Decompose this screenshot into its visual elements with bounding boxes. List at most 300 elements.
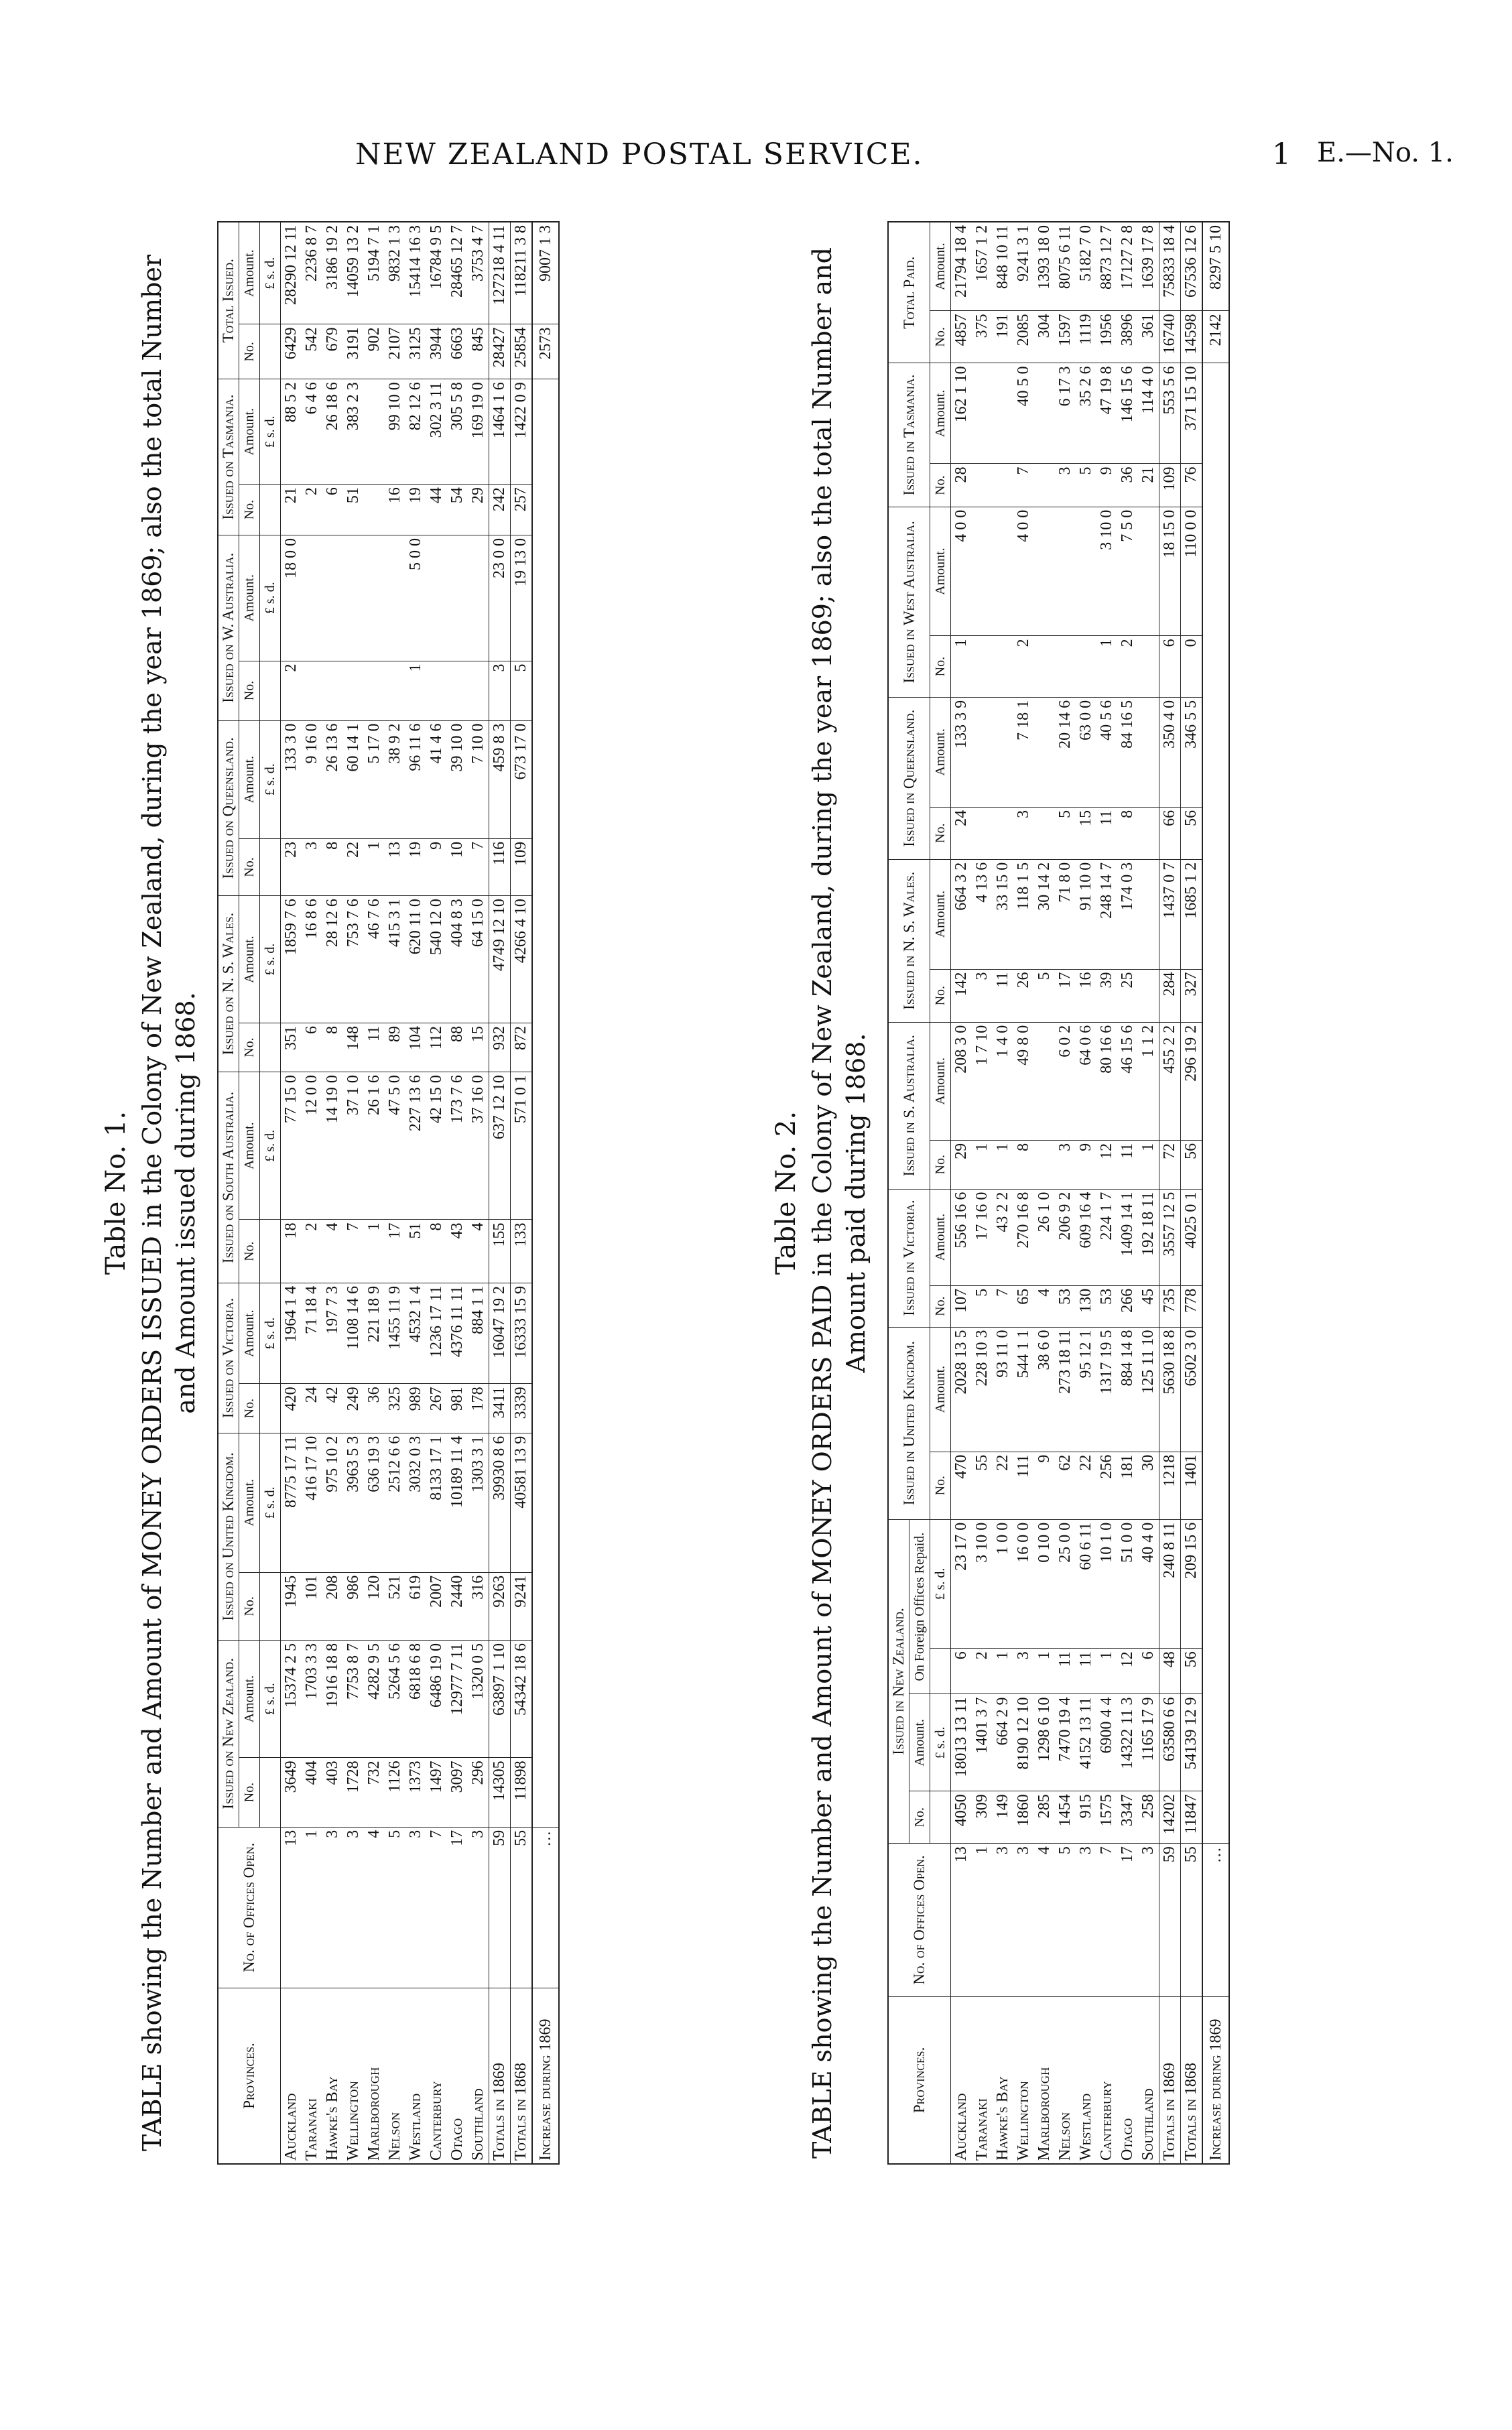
group-header: Issued on South Australia. — [218, 1072, 239, 1283]
offices-cell: 5 — [1055, 1844, 1076, 1997]
count-cell: 0 — [1181, 636, 1203, 697]
sub-no-header: No. — [239, 1220, 260, 1283]
amount-cell: 46 7 6 — [364, 896, 385, 1023]
province-cell: Hawke's Bay — [993, 1996, 1013, 2164]
province-cell: Canterbury — [1096, 1996, 1117, 2164]
amount-cell: 37 1 0 — [343, 1072, 364, 1220]
group-header: Issued in United Kingdom. — [888, 1327, 930, 1519]
amount-cell: 6 4 6 — [302, 379, 322, 485]
count-cell — [993, 807, 1013, 859]
amount-cell: 33 15 0 — [993, 859, 1013, 969]
increase-row — [1202, 222, 1229, 2164]
amount-cell: 7470 19 4 — [1055, 1694, 1076, 1791]
amount-cell: 20 14 6 — [1055, 697, 1076, 807]
table-2-caption: TABLE showing the Number and Amount of MONEY ORDERS PAID in the Colony of New Zealand, during the year 1869; also the total Number and Amount paid during 1868. — [808, 247, 871, 2159]
count-cell: 521 — [385, 1572, 405, 1640]
sub-no-header: No. — [909, 1791, 930, 1844]
count-cell: 3125 — [405, 324, 426, 379]
sub-amount-header: Amount. — [239, 1433, 260, 1572]
amount-cell: 99 10 0 — [385, 379, 405, 485]
count-cell: 181 — [1117, 1452, 1138, 1519]
count-cell: 2 — [1117, 636, 1138, 697]
amount-cell: 16 0 0 — [1013, 1519, 1034, 1648]
count-cell — [364, 661, 385, 720]
count-cell: 6 — [1159, 636, 1181, 697]
amount-cell: 8190 12 10 — [1013, 1694, 1034, 1791]
units-header: £ s. d. — [260, 222, 281, 324]
amount-cell: 47 5 0 — [385, 1072, 405, 1220]
sub-no-header: No. — [239, 1384, 260, 1433]
count-cell: 11 — [1055, 1649, 1076, 1694]
increase-label: Increase during 1869 — [1202, 1996, 1229, 2164]
count-cell: 62 — [1055, 1452, 1076, 1519]
count-cell: 3191 — [343, 324, 364, 379]
amount-cell: 63897 1 10 — [489, 1641, 511, 1758]
sub-no-header: No. — [239, 1023, 260, 1072]
offices-cell: 55 — [1181, 1844, 1203, 1997]
count-cell: 14202 — [1159, 1791, 1181, 1844]
province-cell: Totals in 1869 — [489, 1988, 511, 2164]
amount-cell: 40 4 0 — [1138, 1519, 1159, 1648]
units-spacer — [260, 838, 281, 895]
count-cell: 8 — [426, 1220, 447, 1283]
count-cell: 30 — [1138, 1452, 1159, 1519]
sub-no-header: No. — [930, 969, 951, 1022]
count-cell: 191 — [993, 311, 1013, 363]
count-cell — [1034, 807, 1055, 859]
offices-cell: 4 — [364, 1827, 385, 1988]
amount-cell: 64 0 6 — [1076, 1022, 1096, 1140]
amount-cell: 16784 9 5 — [426, 222, 447, 324]
table-row — [1117, 222, 1138, 2164]
count-cell: 679 — [322, 324, 343, 379]
offices-cell: 1 — [972, 1844, 993, 1997]
count-cell: 420 — [281, 1384, 302, 1433]
count-cell: 7 — [993, 1285, 1013, 1327]
units-header: £ s. d. — [260, 1641, 281, 1758]
amount-cell: 416 17 10 — [302, 1433, 322, 1572]
table-row — [447, 222, 468, 2164]
count-cell — [1138, 807, 1159, 859]
amount-cell: 54139 12 9 — [1181, 1694, 1203, 1791]
increase-blank: ... — [1202, 1844, 1229, 1997]
amount-cell: 455 2 2 — [1159, 1022, 1181, 1140]
count-cell — [1055, 636, 1076, 697]
amount-cell — [322, 535, 343, 661]
amount-cell: 146 15 6 — [1117, 363, 1138, 464]
amount-cell: 664 3 2 — [951, 859, 972, 969]
amount-cell: 5 0 0 — [405, 535, 426, 661]
amount-cell: 16333 15 9 — [511, 1283, 533, 1384]
sub-amount-header: Amount. — [930, 1327, 951, 1452]
table-2-block — [771, 221, 1347, 2165]
amount-cell: 1320 0 5 — [468, 1641, 489, 1758]
amount-cell: 296 19 2 — [1181, 1022, 1203, 1140]
amount-cell — [972, 507, 993, 636]
count-cell: 986 — [343, 1572, 364, 1640]
count-cell: 26 — [1013, 969, 1034, 1022]
count-cell — [322, 661, 343, 720]
count-cell: 14598 — [1181, 311, 1203, 363]
count-cell: 24 — [951, 807, 972, 859]
count-cell — [1034, 636, 1055, 697]
amount-cell: 415 3 1 — [385, 896, 405, 1023]
count-cell: 101 — [302, 1572, 322, 1640]
amount-cell: 1409 14 1 — [1117, 1189, 1138, 1285]
amount-cell: 9241 3 1 — [1013, 222, 1034, 311]
amount-cell: 975 10 2 — [322, 1433, 343, 1572]
count-cell: 11 — [1117, 1140, 1138, 1189]
count-cell: 2007 — [426, 1572, 447, 1640]
province-cell: Auckland — [281, 1988, 302, 2164]
sub-amount-header: Amount. — [930, 222, 951, 311]
province-cell: Auckland — [951, 1996, 972, 2164]
count-cell: 2 — [281, 661, 302, 720]
units-spacer — [260, 1572, 281, 1640]
sub-amount-header: Amount. — [239, 535, 260, 661]
count-cell: 284 — [1159, 969, 1181, 1022]
amount-cell: 14 19 0 — [322, 1072, 343, 1220]
amount-cell: 1 1 2 — [1138, 1022, 1159, 1140]
province-cell: Wellington — [1013, 1996, 1034, 2164]
amount-cell: 3753 4 7 — [468, 222, 489, 324]
amount-cell: 43 2 2 — [993, 1189, 1013, 1285]
count-cell: 375 — [972, 311, 993, 363]
count-cell: 3896 — [1117, 311, 1138, 363]
table-row — [1013, 222, 1034, 2164]
amount-cell — [1138, 507, 1159, 636]
amount-cell: 26 18 6 — [322, 379, 343, 485]
province-cell: Southland — [1138, 1996, 1159, 2164]
count-cell: 51 — [405, 1220, 426, 1283]
group-header: Issued on N. S. Wales. — [218, 896, 239, 1072]
units-header: £ s. d. — [930, 1519, 951, 1648]
amount-cell: 162 1 10 — [951, 363, 972, 464]
offices-cell: 1 — [302, 1827, 322, 1988]
amount-cell: 30 14 2 — [1034, 859, 1055, 969]
table-row — [1181, 222, 1203, 2164]
amount-cell — [1055, 507, 1076, 636]
count-cell: 66 — [1159, 807, 1181, 859]
amount-cell: 3 10 0 — [972, 1519, 993, 1648]
amount-cell: 40581 13 9 — [511, 1433, 533, 1572]
count-cell: 2085 — [1013, 311, 1034, 363]
amount-cell: 16 8 6 — [302, 896, 322, 1023]
sub-amount-header: Amount. — [930, 859, 951, 969]
amount-cell: 12977 7 11 — [447, 1641, 468, 1758]
count-cell: 28 — [951, 464, 972, 507]
sub-amount-header: Amount. — [239, 1283, 260, 1384]
count-cell: 130 — [1076, 1285, 1096, 1327]
amount-cell: 173 7 6 — [447, 1072, 468, 1220]
count-cell: 1575 — [1096, 1791, 1117, 1844]
amount-cell — [993, 363, 1013, 464]
units-spacer — [930, 1649, 951, 1694]
units-spacer — [260, 1758, 281, 1827]
amount-cell — [447, 535, 468, 661]
table-row — [972, 222, 993, 2164]
count-cell: 208 — [322, 1572, 343, 1640]
sub-amount-header: Amount. — [930, 1189, 951, 1285]
units-header: £ s. d. — [260, 1072, 281, 1220]
amount-cell — [468, 535, 489, 661]
amount-cell — [1138, 859, 1159, 969]
count-cell: 65 — [1013, 1285, 1034, 1327]
count-cell: 18 — [281, 1220, 302, 1283]
count-cell: 6 — [322, 485, 343, 535]
count-cell: 9 — [1076, 1140, 1096, 1189]
count-cell: 1 — [1034, 1649, 1055, 1694]
table-row — [405, 222, 426, 2164]
offices-header: No. of Offices Open. — [218, 1827, 281, 1988]
count-cell — [447, 661, 468, 720]
table-row — [1159, 222, 1181, 2164]
province-cell: Totals in 1868 — [511, 1988, 533, 2164]
count-cell: 3411 — [489, 1384, 511, 1433]
count-cell: 404 — [302, 1758, 322, 1827]
amount-cell: 1165 17 9 — [1138, 1694, 1159, 1791]
offices-cell: 5 — [385, 1827, 405, 1988]
count-cell: 3944 — [426, 324, 447, 379]
amount-cell: 1916 18 8 — [322, 1641, 343, 1758]
amount-cell: 6502 3 0 — [1181, 1327, 1203, 1452]
count-cell: 258 — [1138, 1791, 1159, 1844]
amount-cell: 4282 9 5 — [364, 1641, 385, 1758]
amount-cell: 15414 16 3 — [405, 222, 426, 324]
count-cell: 16 — [385, 485, 405, 535]
amount-cell: 664 2 9 — [993, 1694, 1013, 1791]
sub-amount-header: Amount. — [930, 507, 951, 636]
amount-cell: 9832 1 3 — [385, 222, 405, 324]
amount-cell — [426, 535, 447, 661]
sub-amount-header: Amount. — [239, 896, 260, 1023]
province-cell: Westland — [405, 1988, 426, 2164]
amount-cell: 192 18 11 — [1138, 1189, 1159, 1285]
count-cell: 42 — [322, 1384, 343, 1433]
count-cell: 242 — [489, 485, 511, 535]
table-row — [1055, 222, 1076, 2164]
count-cell: 56 — [1181, 1140, 1203, 1189]
amount-cell: 17 16 0 — [972, 1189, 993, 1285]
count-cell: 932 — [489, 1023, 511, 1072]
amount-cell — [972, 363, 993, 464]
count-cell — [1034, 464, 1055, 507]
count-cell: 55 — [972, 1452, 993, 1519]
count-cell — [468, 661, 489, 720]
count-cell: 14305 — [489, 1758, 511, 1827]
count-cell: 2440 — [447, 1572, 468, 1640]
amount-cell: 1303 3 1 — [468, 1433, 489, 1572]
amount-cell: 26 13 6 — [322, 720, 343, 838]
count-cell — [1138, 969, 1159, 1022]
amount-cell: 556 16 6 — [951, 1189, 972, 1285]
offices-cell: 7 — [426, 1827, 447, 1988]
amount-cell: 3963 5 3 — [343, 1433, 364, 1572]
amount-cell: 10 1 0 — [1096, 1519, 1117, 1648]
amount-cell: 60 14 1 — [343, 720, 364, 838]
count-cell: 1126 — [385, 1758, 405, 1827]
count-cell — [1034, 1140, 1055, 1189]
amount-cell: 49 8 0 — [1013, 1022, 1034, 1140]
amount-cell — [343, 535, 364, 661]
amount-cell: 19 13 0 — [511, 535, 533, 661]
count-cell: 1497 — [426, 1758, 447, 1827]
count-cell: 8 — [1117, 807, 1138, 859]
provinces-header: Provinces. — [218, 1988, 281, 2164]
count-cell — [385, 661, 405, 720]
amount-cell: 14059 13 2 — [343, 222, 364, 324]
province-cell: Nelson — [1055, 1996, 1076, 2164]
offices-cell: 3 — [343, 1827, 364, 1988]
units-header: £ s. d. — [260, 1283, 281, 1384]
count-cell: 149 — [993, 1791, 1013, 1844]
group-header: Issued in Tasmania. — [888, 363, 930, 507]
group-header: Issued on Queensland. — [218, 720, 239, 896]
count-cell: 3 — [489, 661, 511, 720]
count-cell: 1 — [364, 1220, 385, 1283]
count-cell — [972, 807, 993, 859]
count-cell: 3 — [972, 969, 993, 1022]
amount-cell: 18013 13 11 — [951, 1694, 972, 1791]
increase-spacer — [532, 379, 559, 1827]
count-cell: 6 — [302, 1023, 322, 1072]
amount-cell: 305 5 8 — [447, 379, 468, 485]
amount-cell: 133 3 0 — [281, 720, 302, 838]
count-cell: 1 — [405, 661, 426, 720]
amount-cell: 227 13 6 — [405, 1072, 426, 1220]
amount-cell: 404 8 3 — [447, 896, 468, 1023]
amount-cell: 3186 19 2 — [322, 222, 343, 324]
count-cell: 53 — [1096, 1285, 1117, 1327]
increase-amount: 9007 1 3 — [532, 222, 559, 324]
amount-cell — [364, 379, 385, 485]
count-cell: 902 — [364, 324, 385, 379]
table-row — [1076, 222, 1096, 2164]
amount-cell: 6818 6 8 — [405, 1641, 426, 1758]
count-cell: 12 — [1096, 1140, 1117, 1189]
amount-cell — [1034, 1022, 1055, 1140]
province-cell: Taranaki — [972, 1996, 993, 2164]
province-cell: Marlborough — [364, 1988, 385, 2164]
amount-cell: 93 11 0 — [993, 1327, 1013, 1452]
count-cell: 19 — [405, 838, 426, 895]
amount-cell: 16047 19 2 — [489, 1283, 511, 1384]
count-cell: 21 — [281, 485, 302, 535]
province-cell: Totals in 1869 — [1159, 1996, 1181, 2164]
count-cell: 2 — [1013, 636, 1034, 697]
amount-cell: 6 0 2 — [1055, 1022, 1076, 1140]
amount-cell: 228 10 3 — [972, 1327, 993, 1452]
units-spacer — [260, 1384, 281, 1433]
group-header: Issued on Tasmania. — [218, 379, 239, 535]
units-header: £ s. d. — [260, 535, 281, 661]
count-cell: 29 — [468, 485, 489, 535]
count-cell: 1728 — [343, 1758, 364, 1827]
count-cell: 285 — [1034, 1791, 1055, 1844]
sub-amount-header: Amount. — [909, 1694, 930, 1791]
amount-cell: 40 5 6 — [1096, 697, 1117, 807]
count-cell: 3097 — [447, 1758, 468, 1827]
count-cell: 316 — [468, 1572, 489, 1640]
amount-cell: 39 10 0 — [447, 720, 468, 838]
table-row — [1034, 222, 1055, 2164]
count-cell: 5 — [1055, 807, 1076, 859]
table-1 — [217, 221, 560, 2165]
count-cell: 4050 — [951, 1791, 972, 1844]
count-cell: 5 — [972, 1285, 993, 1327]
count-cell — [993, 464, 1013, 507]
sub-amount-header: Amount. — [239, 379, 260, 485]
table-row — [1138, 222, 1159, 2164]
amount-cell: 88 5 2 — [281, 379, 302, 485]
count-cell: 43 — [447, 1220, 468, 1283]
group-header: Issued on W. Australia. — [218, 535, 239, 720]
amount-cell: 6 17 3 — [1055, 363, 1076, 464]
sub-no-header: No. — [930, 1140, 951, 1189]
count-cell: 21 — [1138, 464, 1159, 507]
amount-cell: 5630 18 8 — [1159, 1327, 1181, 1452]
amount-cell: 80 16 6 — [1096, 1022, 1117, 1140]
increase-number: 2142 — [1202, 311, 1229, 363]
table-1-label: Table No. 1. — [101, 1110, 131, 1275]
provinces-header: Provinces. — [888, 1996, 951, 2164]
count-cell — [1138, 636, 1159, 697]
count-cell: 5 — [1076, 464, 1096, 507]
count-cell: 4 — [468, 1220, 489, 1283]
count-cell: 3 — [1055, 1140, 1076, 1189]
group-header: Issued on New Zealand. — [218, 1641, 239, 1828]
province-cell: Totals in 1868 — [1181, 1996, 1203, 2164]
amount-cell: 673 17 0 — [511, 720, 533, 838]
sub-no-header: No. — [239, 838, 260, 895]
count-cell: 1 — [1096, 1649, 1117, 1694]
amount-cell: 4 13 6 — [972, 859, 993, 969]
amount-cell: 174 0 3 — [1117, 859, 1138, 969]
count-cell: 351 — [281, 1023, 302, 1072]
amount-cell: 3 10 0 — [1096, 507, 1117, 636]
count-cell: 266 — [1117, 1285, 1138, 1327]
amount-cell: 224 1 7 — [1096, 1189, 1117, 1285]
amount-cell — [385, 535, 405, 661]
count-cell: 1 — [951, 636, 972, 697]
count-cell: 1597 — [1055, 311, 1076, 363]
amount-cell: 637 12 10 — [489, 1072, 511, 1220]
amount-cell: 571 0 1 — [511, 1072, 533, 1220]
count-cell: 51 — [343, 485, 364, 535]
units-spacer — [260, 485, 281, 535]
amount-cell — [364, 535, 385, 661]
count-cell: 2107 — [385, 324, 405, 379]
offices-cell: 3 — [468, 1827, 489, 1988]
amount-cell: 1401 3 7 — [972, 1694, 993, 1791]
amount-cell: 91 10 0 — [1076, 859, 1096, 969]
count-cell: 23 — [281, 838, 302, 895]
amount-cell: 884 1 1 — [468, 1283, 489, 1384]
count-cell: 22 — [343, 838, 364, 895]
sub-no-header: No. — [930, 464, 951, 507]
count-cell: 36 — [364, 1384, 385, 1433]
count-cell: 15 — [468, 1023, 489, 1072]
amount-cell: 6900 4 4 — [1096, 1694, 1117, 1791]
count-cell: 981 — [447, 1384, 468, 1433]
count-cell: 11 — [1096, 807, 1117, 859]
amount-cell — [993, 697, 1013, 807]
amount-cell: 14322 11 3 — [1117, 1694, 1138, 1791]
count-cell: 304 — [1034, 311, 1055, 363]
amount-cell: 1317 19 5 — [1096, 1327, 1117, 1452]
count-cell: 735 — [1159, 1285, 1181, 1327]
running-head — [0, 137, 1512, 178]
